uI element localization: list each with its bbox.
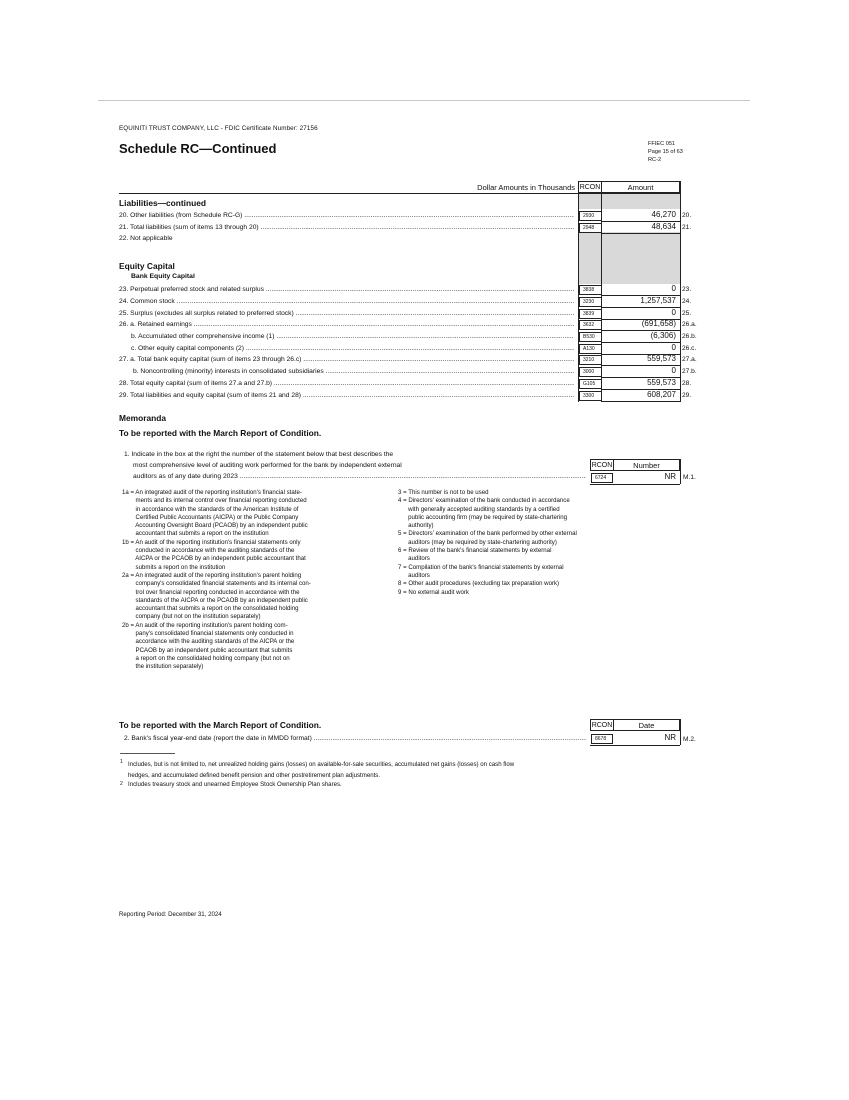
line-item-tag: 21. [682, 224, 692, 231]
march-report-note-1: To be reported with the March Report of Condition. [119, 428, 322, 438]
line-item-label: 27. a. Total bank equity capital (sum of items 23 through 26.c) ..... [119, 356, 574, 363]
memoranda-heading: Memoranda [119, 413, 167, 423]
m1-tag: M.1. [683, 474, 696, 481]
m1-line-1: 1. Indicate in the box at the right the number of the statement below that best describes the [124, 451, 394, 458]
line-item-label: c. Other equity capital components (2) ..... [131, 345, 574, 352]
equity-heading: Equity Capital [119, 261, 175, 271]
line-item-label: 24. Common stock ..... [119, 298, 574, 305]
rcon-code: 3838 [579, 285, 602, 295]
schedule-code: RC-2 [648, 157, 662, 163]
footnote-1-marker: 1 [120, 759, 123, 765]
shaded-area-liabilities [578, 194, 680, 209]
rcon-code: B530 [579, 332, 602, 342]
footnote-1: Includes, but is not limited to, net unrealized holding gains (losses) on available-for-sale securities, accumulated net gains (losses) on cash flow hedges, and accumulated defined benefit pension and other postretirement plan adjustments. [128, 761, 515, 779]
line-item-label: 29. Total liabilities and equity capital (sum of items 21 and 28) ..... [119, 392, 574, 399]
m2-tag: M.2. [683, 736, 696, 743]
rcon-col-rule [578, 193, 579, 402]
line-item-tag: 24. [682, 298, 692, 305]
line-item-label: b. Noncontrolling (minority) interests in consolidated subsidiaries ..... [133, 368, 574, 375]
form-id-block [648, 140, 683, 164]
amount-value[interactable]: 559,573 [647, 378, 676, 387]
line-item-label: 23. Perpetual preferred stock and related surplus ..... [119, 286, 574, 293]
rcon-code: 3230 [579, 297, 602, 307]
reporting-period: Reporting Period: December 31, 2024 [119, 911, 222, 918]
m2-date-header: Date [613, 719, 680, 731]
m1-box-edge [680, 459, 681, 484]
form-id: FFIEC 051 [648, 141, 676, 147]
march-report-note-2: To be reported with the March Report of Condition. [119, 720, 322, 730]
line-item-tag: 29. [682, 392, 692, 399]
footnote-2: Includes treasury stock and unearned Employee Stock Ownership Plan shares. [128, 781, 342, 788]
amount-value[interactable]: 0 [671, 366, 676, 375]
m1-value[interactable]: NR [664, 472, 676, 481]
line-item-tag: 23. [682, 286, 692, 293]
amount-rule [602, 233, 680, 234]
line-item-tag: 20. [682, 212, 692, 219]
line-item-tag: 26.a. [682, 321, 697, 328]
page-number: Page 15 of 63 [648, 149, 683, 155]
m1-code: 6724 [591, 473, 613, 483]
rcon-code: 3300 [579, 391, 602, 401]
audit-options-left: 1a = An integrated audit of the reporting institution's financial state- ments and its internal control over financial reporting conducted in accordance with the standards of the American Institute of Certified Public Accountants (AICPA) or the Public Company Accounting Oversight Board (PCAOB) by an independent public accountant that submits a report on the institution 1b = An audit of the reporting institution's financial statements only conducted in accordance with the auditing standards of the AICPA or the PCAOB by an independent public accountant that submits a report on the institution 2a = An integrated audit of the reporting institution's parent holding company's consolidated financial statements and its internal con- trol over financial reporting conducted in accordance with the standards of the AICPA or the PCAOB by an independent public accountant that submits a report on the consolidated holding company (but not on the institution separately) 2b = An audit of the reporting institution's parent holding com- pany's consolidated financial statements only conducted in accordance with the auditing standards of the AICPA or the PCAOB by an independent public accountant that submits a report on the consolidated holding company (but not on the institution separately) [122, 489, 311, 671]
line-item-label: 26. a. Retained earnings ..... [119, 321, 574, 328]
amount-value[interactable]: 608,207 [647, 390, 676, 399]
rcon-code: 2948 [579, 223, 602, 233]
amount-rule [602, 401, 680, 402]
m2-box-edge [680, 719, 681, 745]
amount-value[interactable]: 559,573 [647, 354, 676, 363]
m2-rcon-header: RCON [590, 719, 614, 731]
line-item-label: 28. Total equity capital (sum of items 27.a and 27.b) ..... [119, 380, 574, 387]
amount-col-rule [601, 193, 602, 402]
line-item-tag: 28. [682, 380, 692, 387]
amount-value[interactable]: 0 [671, 343, 676, 352]
line-item-label: b. Accumulated other comprehensive income (1) ..... [131, 333, 574, 340]
rcon-header: RCON [578, 181, 602, 193]
bank-identifier: EQUINITI TRUST COMPANY, LLC - FDIC Certificate Number: 27156 [119, 125, 318, 132]
shaded-area-equity [578, 232, 680, 284]
m1-number-header: Number [613, 459, 680, 471]
amount-header: Amount [601, 181, 680, 193]
m2-value[interactable]: NR [664, 733, 676, 742]
dollar-amounts-caption: Dollar Amounts in Thousands [477, 183, 575, 192]
rcon-code: 2930 [579, 211, 602, 221]
rcon-code: 3000 [579, 367, 602, 377]
rcon-code: G105 [579, 379, 602, 389]
footnote-2-marker: 2 [120, 781, 123, 787]
rcon-code: 3632 [579, 320, 602, 330]
line-item-tag: 25. [682, 310, 692, 317]
amount-value[interactable]: 1,257,537 [640, 296, 676, 305]
footnote-rule [120, 753, 175, 754]
m1-box-bottom [590, 484, 680, 485]
line-item-tag: 27.b. [682, 368, 697, 375]
rcon-code: 3839 [579, 309, 602, 319]
line-item-tag: 27.a. [682, 356, 697, 363]
equity-subheading: Bank Equity Capital [131, 273, 195, 280]
line-item-label: 21. Total liabilities (sum of items 13 through 20) ..... [119, 224, 574, 231]
line-item-label: 20. Other liabilities (from Schedule RC-G) ..... [119, 212, 574, 219]
m1-rcon-header: RCON [590, 459, 614, 471]
line-item-tag: 26.c. [682, 345, 697, 352]
line-item-tag: 26.b. [682, 333, 697, 340]
page-title: Schedule RC—Continued [119, 141, 277, 156]
m2-box-bottom [590, 745, 680, 746]
amount-value[interactable]: 48,634 [651, 222, 676, 231]
m2-code: 8678 [591, 734, 613, 744]
amount-value[interactable]: 0 [671, 308, 676, 317]
amount-value[interactable]: (691,658) [641, 319, 676, 328]
audit-options-right: 3 = This number is not to be used 4 = Directors' examination of the bank conducted in accordance with generally accepted auditing standards by a certified public accounting firm (may be required by state-chartering authority) 5 = Directors' examination of the bank performed by other external auditors (may be required by state-chartering authority) 6 = Review of the bank's financial statements by external auditors 7 = Compilation of the bank's financial statements by external auditors 8 = Other audit procedures (excluding tax preparation work) 9 = No external audit work [398, 489, 577, 596]
m1-line-2: most comprehensive level of auditing work performed for the bank by independent external [133, 462, 402, 469]
right-col-rule [680, 181, 681, 402]
amount-value[interactable]: 0 [671, 284, 676, 293]
line-item-label: 25. Surplus (excludes all surplus related to preferred stock) ..... [119, 310, 574, 317]
top-rule [98, 100, 750, 101]
rcon-code: 3210 [579, 355, 602, 365]
rcon-code: A130 [579, 344, 602, 354]
m1-line-3: auditors as of any date during 2023 ..... [133, 473, 586, 480]
liabilities-heading: Liabilities—continued [119, 198, 207, 208]
amount-value[interactable]: (6,306) [650, 331, 676, 340]
m2-label: 2. Bank's fiscal year-end date (report the date in MMDD format) ..... [124, 735, 586, 742]
amount-value[interactable]: 46,270 [651, 210, 676, 219]
item-22-label: 22. Not applicable [119, 235, 173, 242]
